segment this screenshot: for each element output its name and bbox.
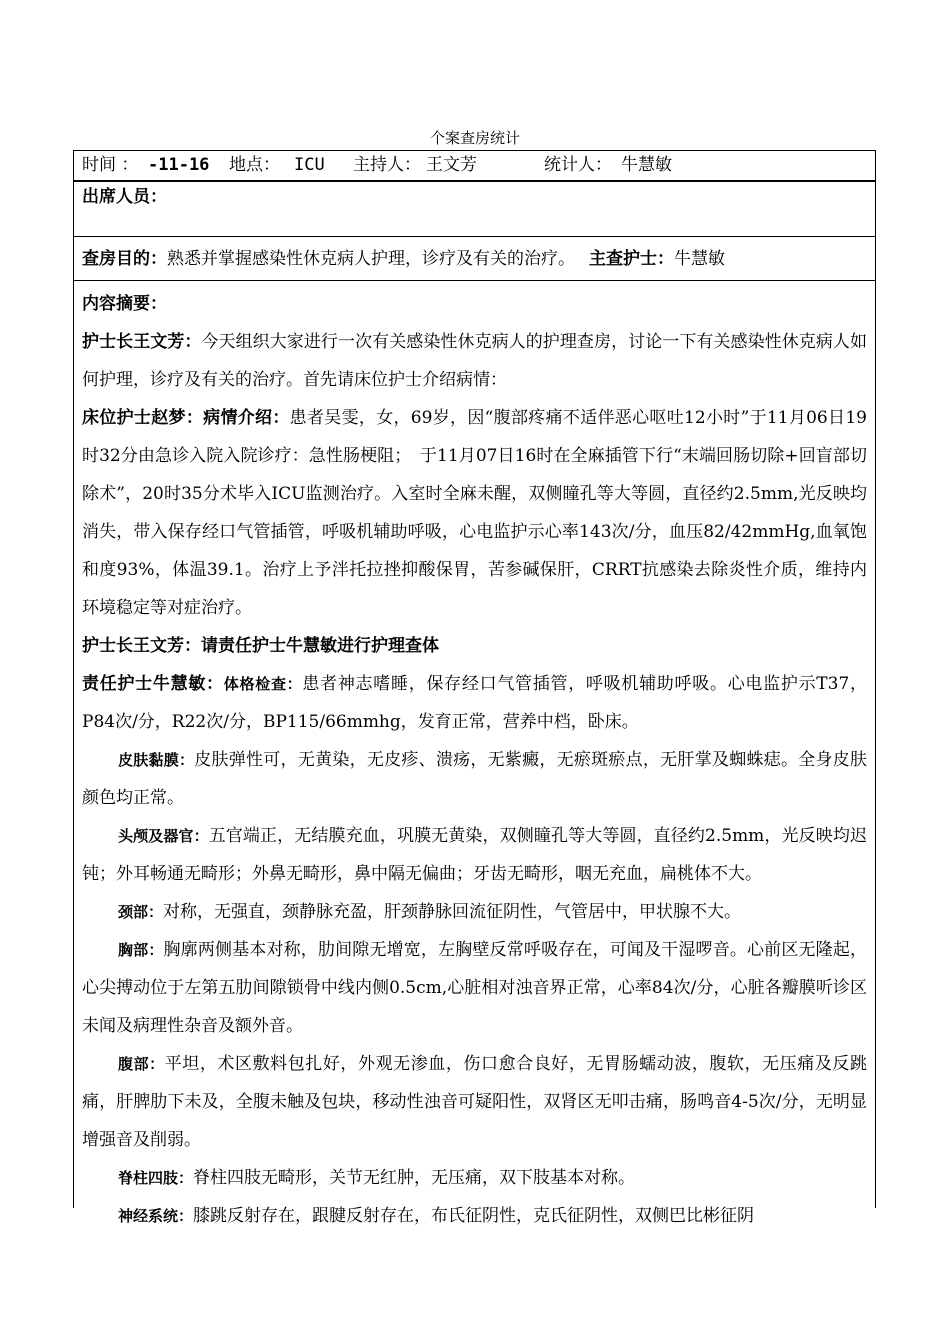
speaker-head-nurse: 护士长王文芳：: [82, 332, 202, 352]
paragraph-head-nurse-intro: [82, 323, 867, 399]
case-intro-label: 病情介绍：: [203, 408, 290, 428]
speaker-primary-nurse: 责任护士牛慧敏：: [82, 674, 224, 694]
header-row: [74, 151, 875, 181]
section-text: 胸廓两侧基本对称，肋间隙无增宽，左胸壁反常呼吸存在，可闻及干湿啰音。心前区无隆起，心尖搏动位于左第五肋间隙锁骨中线内侧0.5cm,心脏相对浊音界正常，心率84次/分，心脏各瓣膜听诊区未闻及病理性杂音及额外音。: [82, 940, 867, 1036]
chief-nurse-value: 牛慧敏: [674, 249, 725, 269]
section-neck: [82, 893, 867, 931]
place-value: ICU: [294, 155, 325, 175]
section-text: 脊柱四肢无畸形，关节无红肿，无压痛，双下肢基本对称。: [193, 1168, 636, 1188]
purpose-text: 熟悉并掌握感染性休克病人护理，诊疗及有关的治疗。: [167, 249, 575, 269]
time-label: 时间 ：: [82, 155, 139, 175]
section-text: 对称，无强直，颈静脉充盈，肝颈静脉回流征阴性，气管居中，甲状腺不大。: [163, 902, 742, 922]
host-value: 王文芳: [426, 155, 477, 175]
neck-label: 颈部：: [118, 903, 164, 921]
stat-label: 统计人：: [544, 155, 612, 175]
skin-label: 皮肤黏膜：: [118, 751, 195, 769]
purpose-row: [74, 237, 875, 281]
paragraph-head-nurse-request: 护士长王文芳：请责任护士牛慧敏进行护理查体: [82, 636, 439, 656]
purpose-label: 查房目的：: [82, 249, 167, 269]
ward-round-form: [73, 150, 876, 1226]
document-title: 个案查房统计: [429, 129, 520, 147]
section-text: 五官端正，无结膜充血，巩膜无黄染，双侧瞳孔等大等圆，直径约2.5mm，光反映均迟钝；外耳畅通无畸形；外鼻无畸形，鼻中隔无偏曲；牙齿无畸形，咽无充血，扁桃体不大。: [82, 826, 867, 884]
attendees-label: 出席人员：: [82, 187, 167, 207]
head-label: 头颅及器官：: [118, 827, 209, 845]
paragraph-bed-nurse: [82, 399, 867, 627]
section-text: 平坦，术区敷料包扎好，外观无渗血，伤口愈合良好，无胃肠蠕动波，腹软，无压痛及反跳痛，肝脾肋下未及，全腹未触及包块，移动性浊音可疑阳性，双肾区无叩击痛，肠鸣音4-5次/分，无明显增强音及削弱。: [82, 1054, 867, 1150]
purpose-line: [82, 246, 725, 272]
section-text: 皮肤弹性可，无黄染，无皮疹、溃疡，无紫癜，无瘀斑瘀点，无肝掌及蜘蛛痣。全身皮肤颜色均正常。: [82, 750, 867, 808]
summary-label: 内容摘要：: [82, 294, 167, 314]
section-neuro: [82, 1197, 867, 1235]
section-text: 膝跳反射存在，跟腱反射存在，布氏征阴性，克氏征阴性，双侧巴比彬征阴: [193, 1206, 755, 1226]
attendees-row: [74, 181, 875, 237]
content-summary: [82, 285, 867, 1235]
chest-label: 胸部：: [118, 941, 164, 959]
speaker-bed-nurse: 床位护士赵梦：: [82, 408, 204, 428]
spine-label: 脊柱四肢：: [118, 1169, 194, 1187]
chief-nurse-label: 主查护士：: [589, 249, 674, 269]
paragraph-text: 患者吴雯，女，69岁，因“腹部疼痛不适伴恶心呕吐12小时”于11月06日19时32分由急诊入院入院诊疗：急性肠梗阻； 于11月07日16时在全麻插管下行“末端回肠切除+回盲部切除术”，20时35分术毕入ICU监测治疗。入室时全麻未醒，双侧瞳孔等大等圆，直径约2.5mm,光反映均消失，带入保存经口气管插管，呼吸机辅助呼吸，心电监护示心率143次/分，血压82/42mmHg,血氧饱和度93%，体温39.1。治疗上予泮托拉挫抑酸保胃，苦参碱保肝，CRRT抗感染去除炎性介质，维持内环境稳定等对症治疗。: [82, 408, 867, 618]
paragraph-text: 今天组织大家进行一次有关感染性休克病人的护理查房，讨论一下有关感染性休克病人如何护理，诊疗及有关的治疗。首先请床位护士介绍病情：: [82, 332, 868, 390]
stat-value: 牛慧敏: [621, 155, 672, 175]
neuro-label: 神经系统：: [118, 1207, 194, 1225]
paragraph-primary-nurse: [82, 665, 867, 741]
host-label: 主持人：: [353, 155, 421, 175]
paragraph-text: 患者神志嗜睡，保存经口气管插管，呼吸机辅助呼吸。心电监护示T37，P84次/分，R22次/分，BP115/66mmhg，发育正常，营养中档，卧床。: [82, 674, 867, 732]
section-chest: [82, 931, 867, 1045]
section-spine: [82, 1159, 867, 1197]
place-label: 地点：: [229, 155, 280, 175]
abdomen-label: 腹部：: [118, 1055, 165, 1073]
section-abdomen: [82, 1045, 867, 1159]
section-head: [82, 817, 867, 893]
section-skin: [82, 741, 867, 817]
time-value: -11-16: [148, 155, 210, 175]
exam-label: 体格检查：: [223, 675, 303, 693]
